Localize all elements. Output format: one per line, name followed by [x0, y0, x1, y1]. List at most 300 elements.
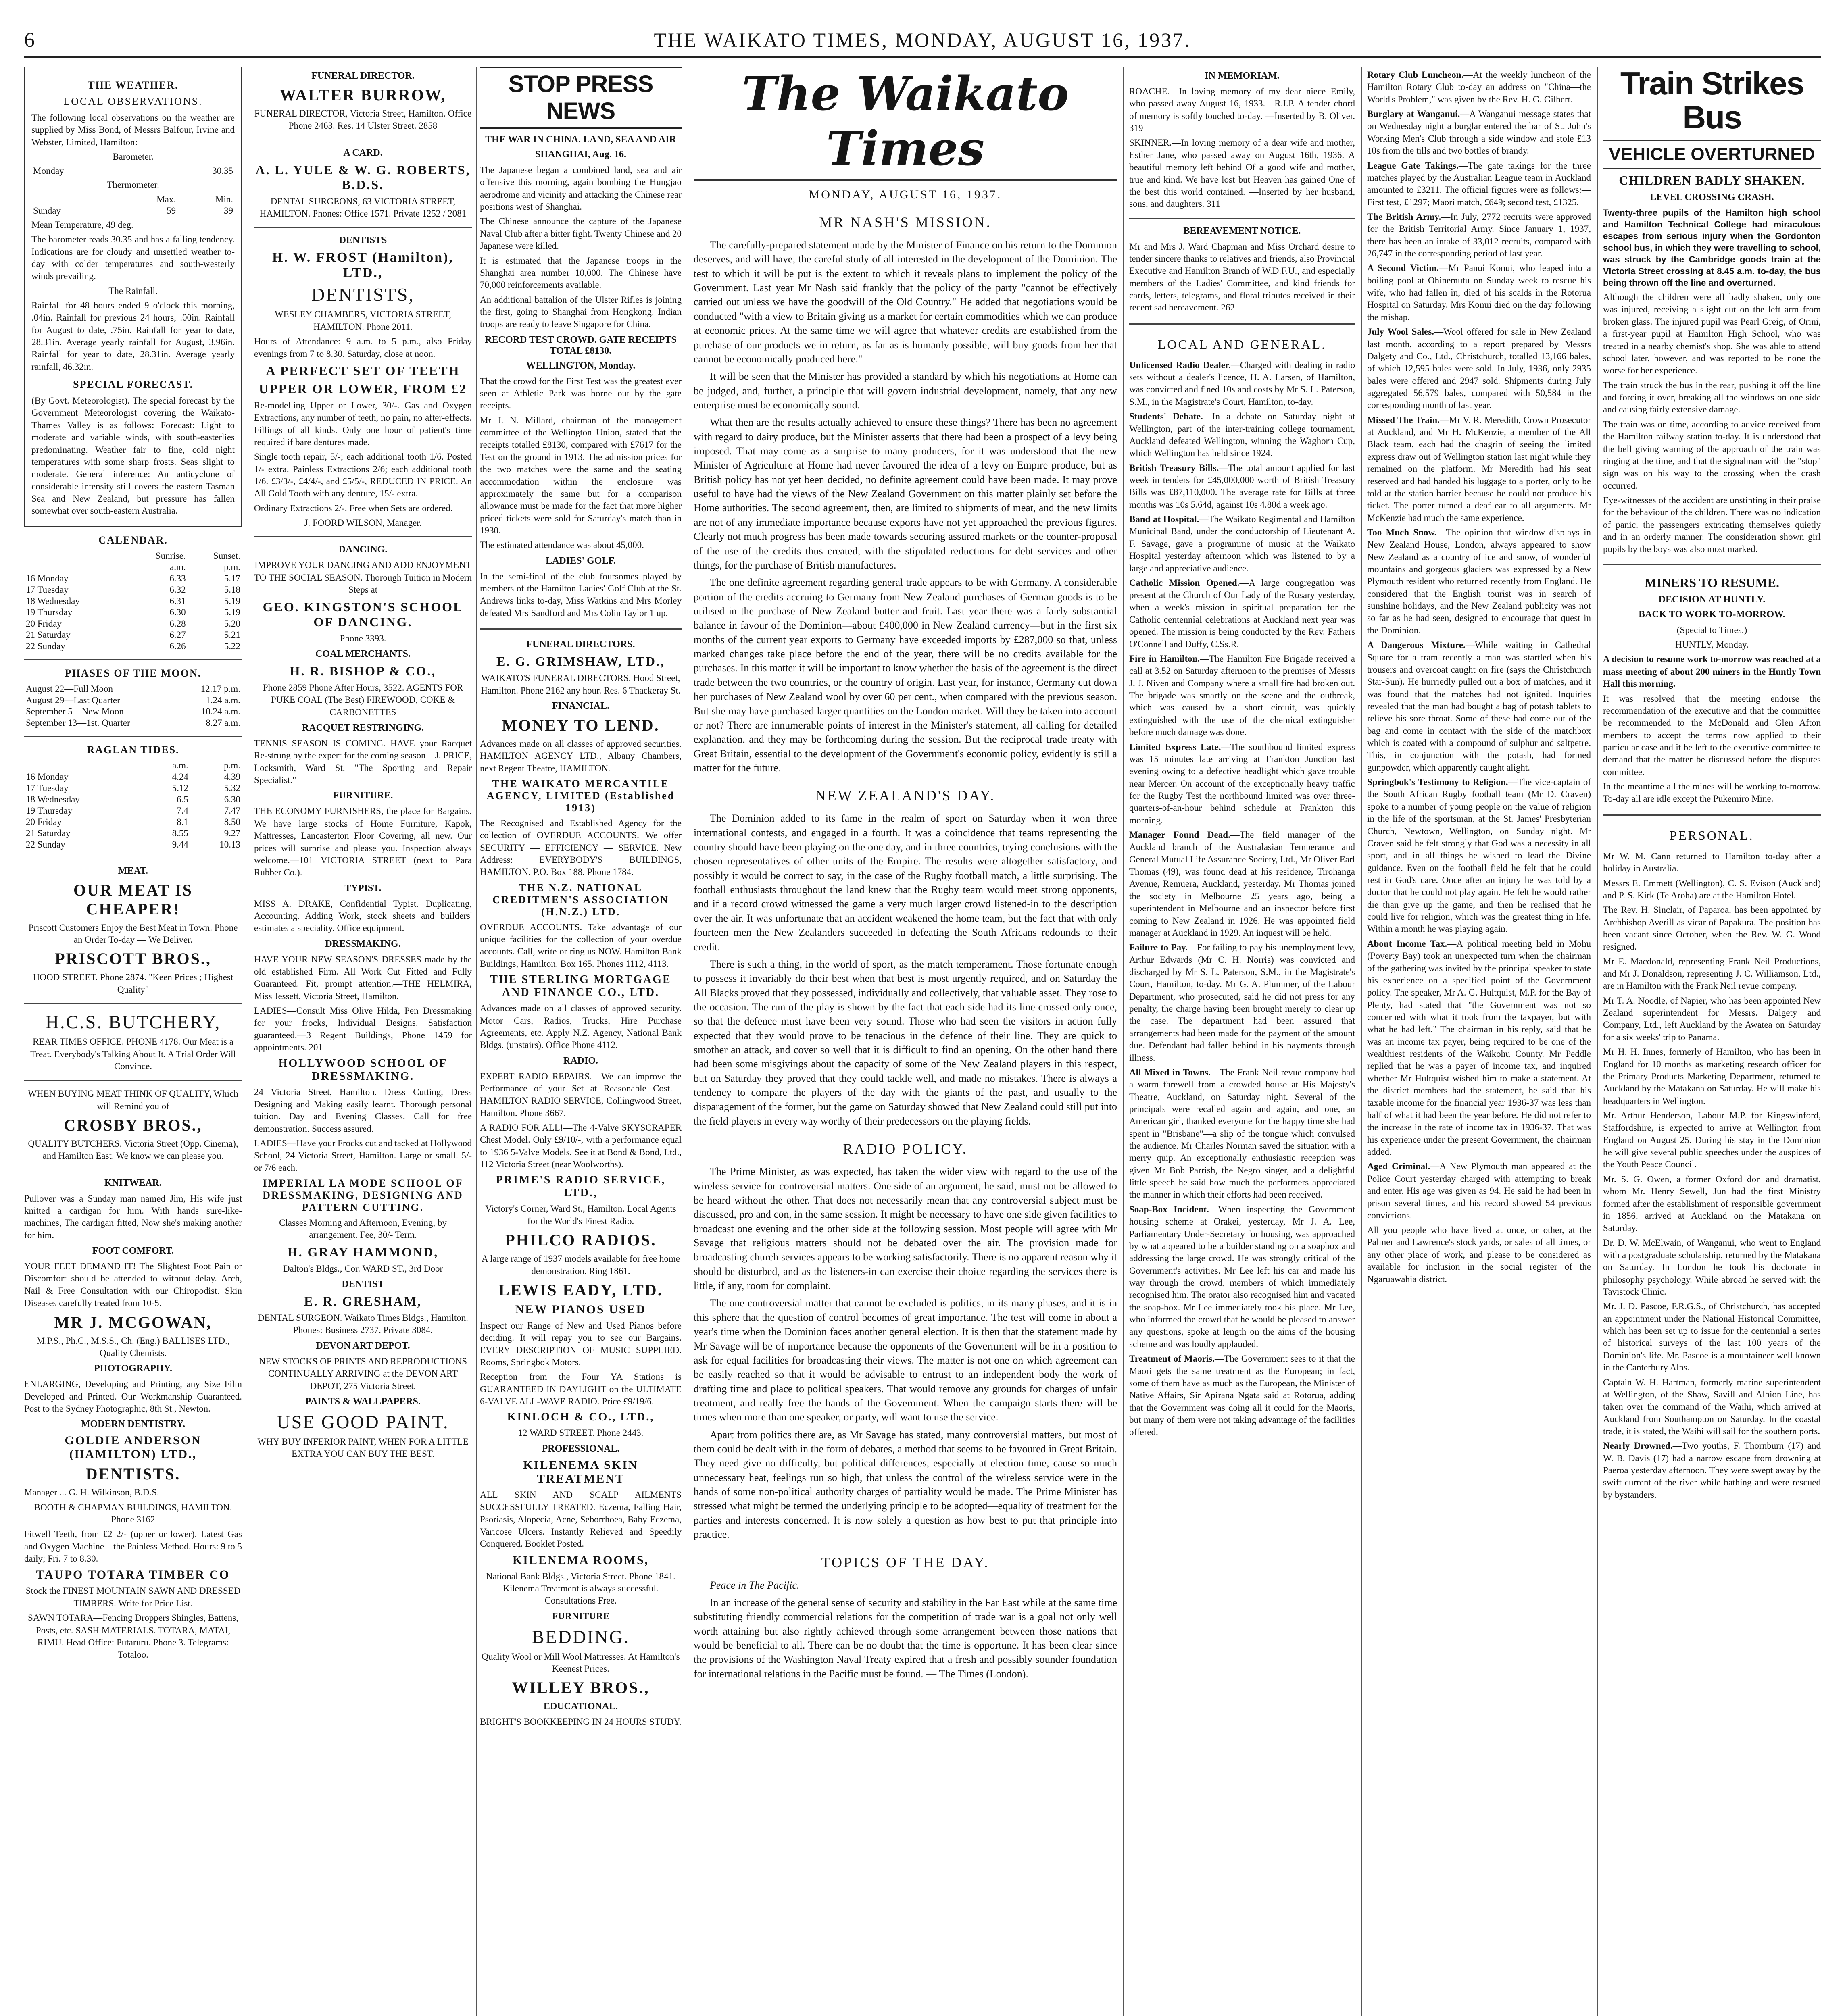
hollywood-name: HOLLYWOOD SCHOOL OF DRESSMAKING. — [278, 1057, 448, 1083]
local-observations-heading: LOCAL OBSERVATIONS. — [63, 96, 203, 107]
frost-address: WESLEY CHAMBERS, VICTORIA STREET, HAMILTON. Phone 2011. — [274, 309, 452, 332]
frost-name: H. W. FROST (Hamilton), LTD., — [272, 250, 454, 281]
pianos-sub: Inspect our Range of New and Used Pianos before deciding. It will repay you to see our Bargains. EVERY DESCRIPTION OF MUSIC SUPPLIED. Rooms, Springbok Motors. — [480, 1320, 682, 1367]
kingston-phone: Phone 3393. — [340, 633, 386, 644]
editorial-paragraph: Apart from politics there are, as Mr Savage has stated, many controversial matters, but most of them could be dealt with in the form of debates, a method that seems to be favoured in Great Britain. They need give no difficulty, but political differences, especially at election time, cause so much unnecessary heat, feelings run so high, that unless the control of the wireless service were in the hands of some non-political authority charges of partiality would be made. The Prime Minister has stressed what might be termed the underlying principle to be adopted—equality of treatment for the parties and interests concerned. It is now solely a question as how best to put that principle into practice. — [694, 1429, 1117, 1541]
creditmen-name: THE N.Z. NATIONAL CREDITMEN'S ASSOCIATION (H.N.Z.) LTD. — [492, 881, 669, 918]
perfect-set-sub: UPPER OR LOWER, FROM £2 — [259, 381, 467, 396]
photography-text: ENLARGING, Developing and Printing, any Size Film Developed and Printed. Our Workmanship Guaranteed. Post to the Sydney Photographic, 8th St., Newton. — [24, 1379, 242, 1414]
local-item-title: Unlicensed Radio Dealer. — [1129, 360, 1231, 370]
barometer-note: The barometer reads 30.35 and has a falling tendency. Indications are for cloudy and unsettled weather to-day with colder temperatures and south-westerly winds prevailing. — [31, 234, 235, 281]
table-row — [24, 629, 242, 641]
knitwear-heading: KNITWEAR. — [104, 1177, 162, 1188]
topics-subheading: Peace in The Pacific. — [710, 1579, 800, 1591]
story-paragraph: In the meantime all the mines will be working to-morrow. To-day all are idle except the Pukemiro Mine. — [1603, 781, 1821, 804]
table-row — [24, 771, 242, 783]
editorial-heading-radio: RADIO POLICY. — [843, 1141, 968, 1157]
column-stop-press — [480, 67, 682, 2016]
table-cell: 6.28 — [169, 618, 186, 629]
table-header-cell: Sunrise. — [155, 550, 186, 561]
divider — [254, 536, 472, 537]
local-item — [1129, 1066, 1355, 1201]
hollywood-text: 24 Victoria Street, Hamilton. Dress Cutting, Dress Designing and Making easily learnt. Thorough personal tuition. Day and Evening Classes. Call for free demonstration. Success assured. — [254, 1087, 472, 1134]
racquet-heading: RACQUET RESTRINGING. — [302, 722, 424, 733]
table-cell: 21 Saturday — [26, 828, 71, 838]
table-cell: 5.12 — [172, 783, 188, 793]
column-rule — [476, 67, 477, 2016]
thermo-min-label: Min. — [215, 194, 233, 204]
table-row — [24, 695, 242, 706]
furniture-heading: FURNITURE. — [333, 790, 393, 801]
radio-text-1: EXPERT RADIO REPAIRS.—We can improve the Performance of your Set at Reasonable Cost.—HAMILTON RADIO SERVICE, Collingwood Street, Hamilton. Phone 3667. — [480, 1071, 682, 1118]
goldie-text: Fitwell Teeth, from £2 2/- (upper or lower). Latest Gas and Oxygen Machine—the Painless Method. Hours: 9 to 5 daily; Fri. 7 to 8.30. — [24, 1529, 242, 1564]
divider — [480, 628, 682, 630]
weather-box — [24, 67, 242, 527]
philco-name: PHILCO RADIOS. — [505, 1231, 657, 1250]
yule-name: A. L. YULE & W. G. ROBERTS, B.D.S. — [255, 162, 471, 192]
running-title: THE WAIKATO TIMES, MONDAY, AUGUST 16, 1937. — [654, 29, 1191, 51]
column-rule — [1123, 67, 1124, 2016]
divider — [254, 227, 472, 228]
pianos-title: NEW PIANOS USED — [515, 1302, 646, 1316]
editorial-paragraph: The Dominion added to its fame in the realm of sport on Saturday when it won three international contests, and engaged in a fourth. It was a coincidence that teams representing the country should have been playing on the one day, and in three countries, trying conclusions with the chosen representatives of other units of the Empire. The results were altogether satisfactory, and possibly it would be correct to say, in the case of the Rugby football match, a little surprising. The football enthusiasts throughout the land knew that the Rugby team would meet strong opponents, and if a record crowd witnessed the game a very much larger crowd listened-in to the description over the air. It was unfortunate that an accident weakened the home team, but the fact that with only fourteen men the New Zealanders succeeded in defeating the South Africans redounds to their credit. — [694, 812, 1117, 953]
burrow-name: WALTER BURROW, — [279, 86, 446, 104]
table-cell: 21 Saturday — [26, 629, 71, 640]
table-cell: 5.21 — [224, 629, 240, 640]
table-row — [24, 641, 242, 652]
local-item-text: —In July, 2772 recruits were approved for the British Territorial Army. Since January 1, 1937, there has been an intake of 33,012 recruits, compared with 26,747 in the corresponding period of last year. — [1367, 211, 1591, 259]
personal-item: Mr. J. D. Pascoe, F.R.G.S., of Christchurch, has accepted an appointment under the National Historical Committee, which has been set up to issue for the centennial a series of historical surveys of the last 100 years of the Dominion's life. Mr. Pascoe is a mountaineer well known in the Canterbury Alps. — [1603, 1301, 1821, 1373]
local-item-text: —A Wanganui message states that on Wednesday night a burglar entered the bar of St. John's Working Men's Club through a side window and stole £13 10s from the tills and two bottles of brandy. — [1367, 109, 1591, 156]
hammond-name: H. GRAY HAMMOND, — [287, 1244, 439, 1259]
financial-heading: FINANCIAL. — [552, 700, 609, 711]
thermometer-table — [31, 194, 235, 217]
thermo-max-label: Max. — [156, 194, 176, 204]
bishop-name: H. R. BISHOP & CO., — [290, 663, 436, 678]
table-row — [24, 839, 242, 850]
local-item-title: British Treasury Bills. — [1129, 462, 1219, 473]
local-item-text: —In a debate on Saturday night at Wellington, part of the inter-training college tournament, Auckland defeated Wellington, winning the Waghorn Cup, which Wellington has held since 1924. — [1129, 411, 1355, 458]
table-cell: 6.33 — [169, 573, 186, 583]
editorial-paragraph: The Prime Minister, as was expected, has taken the wider view with regard to the use of the wireless service for controversial matters. One side of an argument, he said, must not be allowed to be heard without the other. That does not necessarily mean that any controversial subject must be discussed, pro and con, in the same session. It might be necessary to have one side given facilities to broadcast one evening and the other side at the following session. Most people will agree with Mr Savage that religious matters should not be debated over the air. The provision made for broadcasting church services appears to be working satisfactorily. There is no apparent reason why it should be disturbed, and as the listeners-in can exercise their choice regarding the services there is little, if any, room for complaint. — [694, 1166, 1117, 1292]
column-local-continued — [1367, 67, 1591, 2016]
kingston-name: GEO. KINGSTON'S SCHOOL OF DANCING. — [263, 599, 463, 629]
local-item-text: —At the weekly luncheon of the Hamilton Rotary Club to-day an address on "China—the World's Problem," was given by the Rev. H. G. Gilbert. — [1367, 70, 1591, 104]
personal-item: Messrs E. Emmett (Wellington), C. S. Evison (Auckland) and P. S. Kirk (Te Aroha) are at the Hamilton Hotel. — [1603, 878, 1821, 900]
local-item-title: Catholic Mission Opened. — [1129, 577, 1240, 588]
local-item-text: —The vice-captain of the South African Rugby football team (Mr D. Craven) spoke to a number of young people on the value of religion in the life of the sportsman, at the St. James' Presbyterian Church, Newtown, Wellington, on Sunday night. Mr Craven said he felt strongly that God was a necessity in all sport, and in all things he wished to lead the Divine guidance. Even on the football field he felt that he could rest in God's care. Once after an injury he was told by a doctor that he could not play again. He felt he would rather die than give up the game, and then he realised that he could live for religion, which was the greatest thing in life. Within a month he was playing again. — [1367, 777, 1591, 934]
hcs-name: H.C.S. BUTCHERY, — [45, 1012, 221, 1033]
table-row — [24, 683, 242, 695]
table-cell: 16 Monday — [26, 771, 69, 782]
personal-item: Mr W. M. Cann returned to Hamilton to-day after a holiday in Australia. — [1603, 851, 1821, 874]
local-item-title: Missed The Train. — [1367, 414, 1440, 425]
local-item-title: Burglary at Wanganui. — [1367, 109, 1460, 119]
radio-text-2: A RADIO FOR ALL!—The 4-Valve SKYSCRAPER Chest Model. Only £9/10/-, with a performance equal to 1936 5-Valve Models. See it at Bond & Bond, Ltd., 112 Victoria Street (near Woolworths). — [480, 1123, 682, 1170]
personal-item: Mr. S. G. Owen, a former Oxford don and dramatist, whom Mr. Henry Sewell, Jun had the first Ministry formed after the establishment of responsible government in 1856, arrived at Auckland on the Matakana on Saturday. — [1603, 1174, 1821, 1233]
hammond-sub: Dalton's Bldgs., Cor. WARD ST., 3rd Door — [283, 1263, 443, 1274]
local-item-text: —The southbound limited express was 15 minutes late arriving at Frankton Junction last evening owing to a defective headlight which gave trouble near Mercer. On account of the exceptionally heavy traffic for the Rugby Test the northbound limited was over three-quarters-of-an-hour behind schedule at Frankton this morning. — [1129, 741, 1355, 825]
table-row — [24, 805, 242, 816]
table-cell: 8.27 a.m. — [206, 717, 240, 728]
editorial-paragraph: The one definite agreement regarding general trade appears to be with Germany. A considerable portion of the credits accruing to Germany from New Zealand purchases of German goods is to be utilised in the purchase of New Zealand butter and fruit. Last year there was a fairly substantial balance in favour of the Dominion—about £400,000 in New Zealand currency—but in the first six months of the current year exports to Germany have exceeded imports by £287,000 so that, unless marked changes take place before the end of the year, there will be no credits available for the purchases. In this matter it will be important to know whether the basis of the agreement is the direct trade between the two countries, or the country of origin. Last year, for instance, Germany cut down her purchases of New Zealand wool by over 60 per cent., when compared with the previous season. But she may have purchased larger quantities on the London market. Will they be taken into account or not? There are innumerable points of interest in the Minister's statement, all calling for detailed explanation, and they may be forthcoming during the session. But the reciprocal trade treaty with Great Britain, essential to the development of the Government's economic policy, evidently is still a matter for the future. — [694, 577, 1117, 774]
memoriam-heading: IN MEMORIAM. — [1205, 71, 1280, 81]
table-row — [24, 607, 242, 618]
local-item-title: Too Much Snow. — [1367, 527, 1437, 537]
imperial-name: IMPERIAL LA MODE SCHOOL OF DRESSMAKING, DESIGNING AND PATTERN CUTTING. — [263, 1177, 463, 1214]
table-cell: 9.44 — [172, 839, 188, 850]
local-item-text: —A political meeting held in Mohu (Poverty Bay) took an unexpected turn when the chairman of the gathering was invited by the principal speaker to state his experience on a specified point of the Government policy. The speaker, Mr A. G. Hultquist, M.P. for the Bay of Plenty, had stated that "the Government was not so concerned with what it took from the taxpayer, but with what he had left." The chairman in his reply, said that he was an income tax payer, being required to be one of the wealthiest residents of the Waikohu County. Mr Peddle replied that he was a payer of income tax, and inquired whether Mr Hultquist wished him to make a statement. At the district members had the statement, he said that his taxable income for the financial year 1936-37 was less than half of what it had been the year before. He did not refer to the increase in the rate of income tax in 1936-37. That was his experience under the present Government, the chairman added. — [1367, 938, 1591, 1157]
table-cell: 6.26 — [169, 641, 186, 651]
headline-level-crossing: LEVEL CROSSING CRASH. — [1650, 192, 1774, 202]
local-item — [1129, 359, 1355, 408]
miners-dateline: HUNTLY, Monday. — [1675, 639, 1749, 650]
paper-title: The Waikato Times — [694, 67, 1117, 181]
table-cell: 5.22 — [224, 641, 240, 651]
mercantile-text: The Recognised and Established Agency for the collection of OVERDUE ACCOUNTS. We offer SECURITY — EFFICIENCY — SERVICE. New Address: EVERYBODY'S BUILDINGS, HAMILTON. P.O. Box 188. Phone 1784. — [480, 818, 682, 877]
tides-table — [24, 760, 242, 850]
column-rule — [1597, 67, 1598, 2016]
local-item-text: —Wool offered for sale in New Zealand last month, according to a report prepared by Messrs Dalgety and Co., Ltd., Christchurch, totalled 13,166 bales, of which 12,595 bales were sold. In July, 1936, only 2935 bales were offered and 2947 sold. Shipments during July aggregated 56,579 bales, compared with 50,584 in the corresponding month of last year. — [1367, 327, 1591, 410]
local-item — [1129, 577, 1355, 650]
sterling-name: THE STERLING MORTGAGE AND FINANCE CO., LTD. — [490, 973, 671, 999]
editorial-paragraph: In an increase of the general sense of security and stability in the Far East while at the same time substituting friendly commercial relations for the competition of trade war is a goal not only well worth attaining but also rightly achieved through some arrangement between those nations that would be beneficial to all. There can be no doubt that the time is opportune. It has been clear since the provisions of the Washington Naval Treaty expired that a fresh and possibly sounder foundation for international relations in the Pacific must be found. — The Times (London). — [694, 1596, 1117, 1680]
local-item-title: All Mixed in Towns. — [1129, 1067, 1211, 1077]
educational-text: BRIGHT'S BOOKKEEPING IN 24 HOURS STUDY. — [480, 1717, 682, 1727]
frost-dentists: DENTISTS, — [311, 284, 415, 305]
reception-text: Reception from the Four YA Stations is GUARANTEED IN DAYLIGHT on the ULTIMATE 6-VALVE ALL-WAVE RADIO. Price £9/19/6. — [480, 1372, 682, 1407]
thermo-day: Sunday — [33, 205, 61, 216]
table-cell: 7.4 — [177, 805, 188, 816]
knitwear-text: Pullover was a Sunday man named Jim, His wife just knitted a cardigan for him. With hands sure-like-machines, The cardigan fitted, Now she's making another for him. — [24, 1193, 242, 1240]
local-item-title: Band at Hospital. — [1129, 514, 1199, 525]
table-header-cell — [24, 550, 127, 562]
miners-special: (Special to Times.) — [1676, 625, 1747, 635]
column-news — [1603, 67, 1821, 2016]
personal-item: Dr. D. W. McElwain, of Wanganui, who went to England with a postgraduate scholarship, returned by the Matakana on Saturday. In London he took his doctorate in philosophy psychology. While abroad he served with the Tavistock Clinic. — [1603, 1237, 1821, 1297]
dancing-heading: DANCING. — [338, 544, 388, 555]
personal-item: Mr H. H. Innes, formerly of Hamilton, who has been in England for 10 months as marketing research officer for the Primary Products Marketing Department, returned to Auckland by the Matakana on Saturday. He will make his headquarters in Wellington. — [1603, 1047, 1821, 1106]
column-weather-ads — [24, 67, 242, 2016]
table-cell: 20 Friday — [26, 618, 62, 629]
thermo-min: 39 — [224, 205, 233, 216]
local-item-title: Limited Express Late. — [1129, 741, 1221, 752]
prime-sub: Victory's Corner, Ward St., Hamilton. Local Agents for the World's Finest Radio. — [485, 1204, 676, 1226]
local-item — [1367, 414, 1591, 524]
crosby-sub: QUALITY BUTCHERS, Victoria Street (Opp. Cinema), and Hamilton East. We know we can please you. — [28, 1138, 238, 1161]
local-general-heading: LOCAL AND GENERAL. — [1157, 337, 1327, 352]
table-cell: 6.31 — [169, 596, 186, 606]
educational-heading: EDUCATIONAL. — [543, 1701, 618, 1712]
local-item-text: —While waiting in Cathedral Square for a tram recently a man was startled when his trousers and overcoat caught on fire (says the Christchurch Star-Sun). He hurriedly pulled out a box of matches, and it was found that the matches had not ignited. Inquiries revealed that the man had bought a bag of potash tablets to relieve his sore throat. Some of these had come out of the bag and come in contact with the side of the matchbox which is coated with a compound of sulphur and saltpetre. This, in conjunction with the potash, had formed gunpowder, which apparently caught alight. — [1367, 640, 1591, 773]
hcs-address: REAR TIMES OFFICE. PHONE 4178. Our Meat is a Treat. Everybody's Talking About It. A Trial Order Will Convince. — [30, 1037, 236, 1071]
war-dateline: SHANGHAI, Aug. 16. — [535, 149, 627, 160]
table-cell: 22 Sunday — [26, 641, 65, 651]
kilenema-rooms-sub: National Bank Bldgs., Victoria Street. Phone 1841. Kilenema Treatment is always successful. Consultations Free. — [486, 1571, 675, 1606]
memoriam-notice: ROACHE.—In loving memory of my dear niece Emily, who passed away August 16, 1933.—R.I.P. A tender chord of memory is softly touched to-day. —Inserted by B. Oliver. 319 — [1129, 86, 1355, 133]
divider — [1129, 218, 1355, 219]
divider — [1129, 323, 1355, 325]
calendar-heading: CALENDAR. — [98, 534, 168, 546]
local-item-title: Soap-Box Incident. — [1129, 1204, 1209, 1214]
table-cell: 17 Tuesday — [26, 584, 69, 595]
table-cell: 10.13 — [219, 839, 240, 850]
dressmaking-text: HAVE YOUR NEW SEASON'S DRESSES made by the old established Firm. All Work Cut Fitted and Fully Guaranteed. Fit, prompt attention.—THE HELMIRA, Miss Jessett, Victoria Street, Hamilton. — [254, 954, 472, 1001]
miners-subheading: DECISION AT HUNTLY. — [1658, 594, 1766, 605]
table-row — [24, 584, 242, 596]
rainfall-text: Rainfall for 48 hours ended 9 o'clock this morning, .04in. Rainfall for previous 24 hours, .00in. Rainfall for August to date, .75in. Rainfall for year to date, 28.31in. Average yearly rainfall for August, 3.96in. Rainfall for year to date, 28.31in. Average yearly rainfall, 46.32in. — [31, 300, 235, 372]
local-item-title: A Second Victim. — [1367, 263, 1439, 273]
column-rule — [1361, 67, 1362, 2016]
headline-vehicle-overturned: VEHICLE OVERTURNED — [1603, 140, 1821, 169]
table-header-row — [24, 562, 242, 573]
miners-heading: MINERS TO RESUME. — [1645, 575, 1779, 590]
crowd-text-3: The estimated attendance was about 45,000. — [480, 540, 644, 550]
local-item-title: The British Army. — [1367, 211, 1441, 222]
table-header-cell — [24, 562, 127, 573]
racquet-text: TENNIS SEASON IS COMING. HAVE your Racquet Re-strung by the expert for the coming season—J. PRICE, Locksmith, Ward St. "The Sporting and Repair Specialist." — [254, 738, 472, 785]
divider — [24, 1080, 242, 1081]
table-cell: 6.5 — [177, 794, 188, 804]
column-notices-local — [1129, 67, 1355, 2016]
frost-ordinary: Ordinary Extractions 2/-. Free when Sets are ordered. — [254, 503, 453, 513]
barometer-label: Barometer. — [113, 152, 154, 162]
local-item-title: Failure to Pay. — [1129, 942, 1188, 953]
local-item — [1129, 462, 1355, 511]
eady-name: LEWIS EADY, LTD. — [498, 1281, 663, 1299]
local-item — [1367, 639, 1591, 774]
crosby-intro: WHEN BUYING MEAT THINK OF QUALITY, Which will Remind you of — [28, 1089, 238, 1111]
goldie-address: BOOTH & CHAPMAN BUILDINGS, HAMILTON. Phone 3162 — [34, 1502, 232, 1525]
crowd-text-2: Mr J. N. Millard, chairman of the management committee of the Wellington Union, stated that the receipts totalled £8130, compared with £7617 for the Test on the ground in 1913. The admission prices for the two matches were the same and the seating accommodation within the enclosure was approximately the same but for a comparison allowance must be made for the fact that more higher priced tickets were sold for Saturday's match than in 1930. — [480, 415, 682, 535]
local-item — [1367, 108, 1591, 157]
table-cell: 7.47 — [224, 805, 240, 816]
table-cell: 6.30 — [224, 794, 240, 804]
local-item-title: Students' Debate. — [1129, 411, 1203, 422]
divider — [24, 736, 242, 737]
editorial-heading-nz-day: NEW ZEALAND'S DAY. — [815, 787, 996, 804]
barometer-day: Monday — [33, 166, 64, 176]
photography-heading: PHOTOGRAPHY. — [94, 1363, 173, 1374]
table-cell: 8.50 — [224, 816, 240, 827]
mcgowan-name: MR J. MCGOWAN, — [54, 1313, 212, 1331]
editorial-paragraph: The one controversial matter that cannot be excluded is politics, in its many phases, and it is in this sphere that the question of control becomes of great importance. The test will come in about a year's time when the Dominion faces another general election. It is then that the statement made by Mr Savage will be of importance because the opponents of the Government will be in a position to ask for equal facilities for broadcasting their views. The matter is not one on which agreement can be easily reached so that it would be advisable to entrust to an independent body the work of drafting time and place to political speakers. That would remove any grounds for charges of unfair treatment, and really free the hands of the Government. When the campaign starts there will be times when more than one speaker, or party, will want to use the service. — [694, 1297, 1117, 1423]
table-cell: 6.32 — [169, 584, 186, 595]
table-header-row — [24, 760, 242, 771]
radio-heading: RADIO. — [563, 1055, 598, 1066]
table-cell: 5.19 — [224, 596, 240, 606]
local-item-title: A Dangerous Mixture. — [1367, 640, 1466, 650]
local-item — [1129, 410, 1355, 459]
local-item-text: All you people who have lived at once, or other, at the Palmer and Lawrence's stock yards, or sales of all times, or any other place of work, and please to be considered as available for inclusion in the social register of the Ngaruawahia district. — [1367, 1225, 1591, 1284]
table-cell: 5.19 — [224, 607, 240, 617]
table-row — [24, 573, 242, 584]
editorial-heading-nash: MR NASH'S MISSION. — [819, 214, 992, 230]
kinloch-sub: 12 WARD STREET. Phone 2443. — [518, 1428, 644, 1438]
table-cell: 20 Friday — [26, 816, 62, 827]
table-cell: 5.32 — [224, 783, 240, 793]
foot-ad-text: YOUR FEET DEMAND IT! The Slightest Foot Pain or Discomfort should be attended to without delay. Arch, Nail & Free Consultation with our Chiropodist. Skin Diseases carefully treated from 10-5. — [24, 1261, 242, 1308]
local-item — [1129, 741, 1355, 827]
local-item-title: Rotary Club Luncheon. — [1367, 70, 1464, 80]
miners-lead: A decision to resume work to-morrow was reached at a mass meeting of about 200 miners in the Huntly Town Hall this morning. — [1603, 654, 1821, 689]
bereavement-text: Mr and Mrs J. Ward Chapman and Miss Orchard desire to tender sincere thanks to relatives and friends, also Provincial Executive and Hamilton Branch of W.D.F.U., and especially members of the Ladies' Committee, and kind friends for cards, letters, telegrams, and floral tributes received in their recent sad bereavement. 262 — [1129, 241, 1355, 313]
thermo-max: 59 — [167, 205, 176, 216]
table-cell: September 5—New Moon — [26, 706, 124, 716]
table-cell: 9.27 — [224, 828, 240, 838]
kinloch-name: KINLOCH & CO., LTD., — [507, 1411, 655, 1424]
priscott-name: PRISCOTT BROS., — [55, 950, 211, 968]
local-item-title: About Income Tax. — [1367, 938, 1447, 949]
table-header-cell: a.m. — [170, 562, 186, 572]
funeral-heading: FUNERAL DIRECTOR. — [311, 71, 415, 81]
table-cell: 5.18 — [224, 584, 240, 595]
local-item-text: —The Frank Neil revue company had a warm farewell from a crowded house at His Majesty's Theatre, Auckland, on Saturday night. Several of the principals were recalled again and again, and one, an American girl, thanked everyone for the happy time she had spent in "Brisbane"—a slip of the tongue which convulsed the audience. Mr Charles Norman saved the situation with a merry quip. An exceptionally enthusiastic reception was given Mr Bob Parrish, the Negro singer, and a delightful little speech he said how much the performers appreciated the manner in which their efforts had been received. — [1129, 1067, 1355, 1200]
yule-sub: DENTAL SURGEONS, 63 VICTORIA STREET, HAMILTON. Phones: Office 1571. Private 1252 / 2081 — [259, 196, 467, 219]
divider — [24, 1003, 242, 1004]
local-item-title: Treatment of Maoris. — [1129, 1354, 1215, 1364]
editorial-dateline: MONDAY, AUGUST 16, 1937. — [809, 188, 1002, 201]
table-header-cell — [24, 760, 148, 771]
frost-prices: Single tooth repair, 5/-; each additional tooth 1/6. Posted 1/- extra. Painless Extractions 2/6; each additional tooth 1/6. £3/3/-, £4/4/-, and £5/5/-, REDUCED IN PRICE. An All Gold Tooth with any denture, 15/- extra. — [254, 452, 472, 499]
story-paragraph: Eye-witnesses of the accident are unstinting in their praise for the behaviour of the children. There was no indication of panic, the passengers extricating themselves quietly and in an orderly manner. The consideration shown girl pupils by the boys was also most marked. — [1603, 495, 1821, 554]
table-cell: 12.17 p.m. — [200, 683, 240, 694]
story-paragraph: It was resolved that the meeting endorse the recommendation of the executive and that the committee be recommended to the McDonald and Glen Afton members to accept the terms now applied to their particular case and it be left to the executive committee to demand that the matter be discussed before the disputes committee. — [1603, 693, 1821, 777]
local-item — [1129, 829, 1355, 939]
gresham-name: E. R. GRESHAM, — [304, 1294, 422, 1309]
local-item-title: Aged Criminal. — [1367, 1161, 1430, 1172]
moon-table — [24, 683, 242, 729]
golf-heading: LADIES' GOLF. — [546, 555, 616, 566]
local-item-text: —When inspecting the Government housing scheme at Orakei, yesterday, Mr J. A. Lee, Parliamentary Under-Secretary for housing, was approached by what appeared to be a builder standing on a soapbox and addressing the large crowd. He was strongly critical of the Government's activities. Mr Lee left his car and made his way through the crowd, members of which immediately recognised him. The orator also recognised him and vacated the soap-box. Mr Lee immediately took his place. Mr Lee, who informed the crowd that he would be pleased to answer any questions, spoke at length on the aims of the housing scheme and was loudly applauded. — [1129, 1204, 1355, 1349]
furniture-heading: FURNITURE — [552, 1611, 610, 1622]
rainfall-heading: The Rainfall. — [108, 285, 158, 296]
barometer-value: 30.35 — [212, 166, 233, 176]
table-cell: 5.20 — [224, 618, 240, 629]
personal-item: The Rev. H. Sinclair, of Paparoa, has been appointed by Archbishop Averill as vicar of Papakura. The position has been vacant since October, when the Rev. W. G. Wood resigned. — [1603, 905, 1821, 952]
professional-heading: PROFESSIONAL. — [542, 1443, 620, 1454]
story-paragraph: The train was on time, according to advice received from the Hamilton railway station to-day. It is understood that the bell giving warning of the approach of the train was ringing at the time, and that the signalman with the "stop" sign was on his way to the crossing when the crash occurred. — [1603, 419, 1821, 491]
observations-intro: The following local observations on the weather are supplied by Miss Bond, of Messrs Balfour, Irvine and Webster, Limited, Hamilton: — [31, 112, 235, 147]
frost-manager: J. FOORD WILSON, Manager. — [304, 518, 422, 528]
table-cell: 5.17 — [224, 573, 240, 583]
table-cell: 19 Thursday — [26, 607, 73, 617]
local-item — [1129, 1204, 1355, 1350]
headline-children-shaken: CHILDREN BADLY SHAKEN. — [1619, 173, 1805, 187]
local-item-text: —The Waikato Regimental and Hamilton Municipal Band, under the conductorship of Lieutenant A. F. Savage, gave a programme of music at the Waikato Hospital yesterday afternoon which was listened to by a large and appreciative audience. — [1129, 514, 1355, 573]
table-cell: 6.27 — [169, 629, 186, 640]
personal-heading: PERSONAL. — [1670, 828, 1754, 843]
personal-item: Mr. Arthur Henderson, Labour M.P. for Kingswinford, Staffordshire, is expected to arrive at Wellington from England on August 25. During his stay in the Dominion he will give several public speeches under the auspices of the Youth Peace Council. — [1603, 1110, 1821, 1170]
editorial-heading-topics: TOPICS OF THE DAY. — [821, 1554, 990, 1570]
bedding-sub: Quality Wool or Mill Wool Mattresses. At Hamilton's Keenest Prices. — [482, 1651, 680, 1674]
local-item-title: League Gate Takings. — [1367, 160, 1459, 171]
local-item — [1129, 1353, 1355, 1439]
thermometer-label: Thermometer. — [107, 180, 159, 190]
sterling-text: Advances made on all classes of approved security. Motor Cars, Radios, Trucks, Hire Purchase Agreements, etc. Apply N.Z. Agency, National Bank Bldgs. (upstairs). Office Phone 4112. — [480, 1003, 682, 1050]
devon-text: NEW STOCKS OF PRINTS AND REPRODUCTIONS CONTINUALLY ARRIVING at the DEVON ART DEPOT, 275 Victoria Street. — [259, 1356, 467, 1391]
story-lead: Twenty-three pupils of the Hamilton high school and Hamilton Technical College had miraculous escapes from serious injury when the Gordonton school bus, in which they were travelling to school, was struck by the Cambridge goods train at the Victoria Street crossing at 8.45 a.m. to-day, the bus being thrown off the line and overturned. — [1603, 208, 1821, 288]
taupo-name: TAUPO TOTARA TIMBER CO — [36, 1568, 230, 1582]
money-sub: Advances made on all classes of approved securities. HAMILTON AGENCY LTD., Albany Chambers, next Regent Theatre, HAMILTON. — [480, 738, 682, 773]
war-text-2: The Chinese announce the capture of the Japanese Naval Club after a bitter fight. Twenty Chinese and 20 Japanese were killed. — [480, 216, 682, 251]
dentist-heading: DENTIST — [342, 1279, 384, 1290]
page-header — [24, 28, 1821, 58]
typist-text: MISS A. DRAKE, Confidential Typist. Duplicating, Accounting. Adding Work, stock sheets and builders' estimates a speciality. Office equipment. — [254, 898, 472, 933]
war-text-4: An additional battalion of the Ulster Rifles is joining the first, going to Shanghai from Hongkong. Indian troops are ready to leave Singapore for China. — [480, 294, 682, 329]
miners-subheading-2: BACK TO WORK TO-MORROW. — [1639, 609, 1785, 620]
local-item — [1367, 1160, 1591, 1222]
local-item-title: July Wool Sales. — [1367, 327, 1434, 337]
creditmen-text: OVERDUE ACCOUNTS. Take advantage of our unique facilities for the collection of your overdue accounts. Call, write or ring us NOW. Hamilton Bank Buildings, Hamilton. Box 165. Phones 1112, 4113. — [480, 922, 682, 969]
table-cell: August 29—Last Quarter — [26, 695, 120, 705]
bedding-title: BEDDING. — [532, 1626, 630, 1647]
table-cell: 8.55 — [172, 828, 188, 838]
column-editorial — [694, 67, 1117, 2016]
local-item — [1367, 326, 1591, 412]
war-text-1: The Japanese began a combined land, sea and air offensive this morning, again bombing the Hungjao aerodrome and vicinity and attacking the Chinese rear positions west of Shanghai. — [480, 165, 682, 212]
table-cell: September 13—1st. Quarter — [26, 717, 130, 728]
local-item-title: Fire in Hamilton. — [1129, 654, 1200, 664]
tides-heading: RAGLAN TIDES. — [87, 744, 179, 756]
coal-heading: COAL MERCHANTS. — [315, 648, 411, 659]
table-cell: 10.24 a.m. — [201, 706, 240, 716]
headline-train-strikes-bus: Train Strikes Bus — [1620, 67, 1804, 135]
mean-temperature: Mean Temperature, 49 deg. — [31, 219, 133, 230]
table-row — [24, 816, 242, 828]
local-item — [1367, 160, 1591, 208]
paints-ad: USE GOOD PAINT. — [277, 1411, 449, 1432]
table-row — [24, 828, 242, 839]
calendar-table — [24, 550, 242, 652]
kilenema-name: KILENEMA SKIN TREATMENT — [523, 1458, 638, 1485]
goldie-manager: Manager ... G. H. Wilkinson, B.D.S. — [24, 1487, 159, 1498]
editorial-paragraph: There is such a thing, in the world of sport, as the match temperament. Those fortunate enough to possess it invariably do their best when that best is most urgently required, and on Saturday the All Blacks proved that they possessed, individually and collectively, that valuable asset. They rose to the occasion. The run of the play is shown by the fact that each side had its line crossed only once, so that the defence must have been very sound. Those who had seen the visitors in action fully expected that they would prove to be tenacious in the defence of their line. They are quick to smother an attack, and cover so well that it is difficult to find an opening. On the other hand there had been some misgivings about the capacity of some of the New Zealand players in this respect, but on Saturday they proved that they could tackle well, and made no mistakes. There is always a tendency to compare the players of the day with the giants of the past, and usually to the disparagement of the former, but the game on Saturday showed that New Zealand could still put into the field players in every way worthy of their predecessors on the playing fields. — [694, 958, 1117, 1127]
weather-heading: THE WEATHER. — [88, 79, 179, 91]
table-cell: 6.30 — [169, 607, 186, 617]
table-row — [24, 596, 242, 607]
column-advertisements — [254, 67, 472, 2016]
barometer-table — [31, 165, 235, 177]
kilenema-sub: ALL SKIN AND SCALP AILMENTS SUCCESSFULLY TREATED. Eczema, Falling Hair, Psoriasis, Alopecia, Acne, Seborrhoea, Baby Eczema, Varicose Ulcers. Instantly Relieved and Speedily Conquered. Booklet Posted. — [480, 1489, 682, 1549]
local-item — [1367, 211, 1591, 260]
local-item-text: —The gate takings for the three matches played by the Australian League team in Auckland amounted to £3211. The official figures were as follows:—First test, £1297; Maori match, £649; second test, £1325. — [1367, 160, 1591, 207]
personal-item: Mr E. Macdonald, representing Frank Neil Productions, and Mr J. Donaldson, representing J. C. Williamson, Ltd., are in Hamilton with the Frank Neil revue company. — [1603, 956, 1821, 991]
local-item-title: Manager Found Dead. — [1129, 830, 1230, 840]
bereavement-heading: BEREAVEMENT NOTICE. — [1183, 225, 1301, 236]
devon-heading: DEVON ART DEPOT. — [316, 1340, 410, 1351]
meat-ad-title: OUR MEAT IS CHEAPER! — [73, 881, 193, 918]
frost-text: Re-modelling Upper or Lower, 30/-. Gas and Oxygen Extractions, any number of teeth, no pain, no after-effects. Fillings of all kinds. Only one hour of patient's time required if bare dentures made. — [254, 400, 472, 447]
war-text-3: It is estimated that the Japanese troops in the Shanghai area number 10,000. The Chinese have 70,000 reinforcements available. — [480, 255, 682, 290]
mercantile-name: THE WAIKATO MERCANTILE AGENCY, LIMITED (Established 1913) — [486, 777, 675, 814]
table-row — [24, 794, 242, 805]
local-item — [1367, 69, 1591, 106]
local-item-text: —Mr Panui Konui, who leaped into a boiling pool at Ohinemutu on Sunday week to rescue his wife, who had fallen in, died of his scalds in the Rotorua Hospital on Saturday. Mrs Konui died on the day following the mishap. — [1367, 263, 1591, 322]
table-cell: 16 Monday — [26, 573, 69, 583]
prime-name: PRIME'S RADIO SERVICE, LTD., — [496, 1174, 666, 1200]
local-item — [1367, 938, 1591, 1158]
kilenema-rooms: KILENEMA ROOMS, — [512, 1553, 649, 1567]
divider — [24, 659, 242, 660]
war-heading: THE WAR IN CHINA. LAND, SEA AND AIR — [485, 134, 676, 145]
editorial-paragraph: It will be seen that the Minister has provided a standard by which his negotiations at Home can be judged, and, further, a principle that will govern industrial development, namely, that any new enterprise must be economically sound. — [694, 371, 1117, 411]
crowd-heading: RECORD TEST CROWD. GATE RECEIPTS TOTAL £8130. — [485, 334, 677, 356]
moon-heading: PHASES OF THE MOON. — [65, 667, 202, 679]
frost-hours: Hours of Attendance: 9 a.m. to 5 p.m., also Friday evenings from 7 to 8.30. Saturday, close at noon. — [254, 336, 472, 359]
willey-name: WILLEY BROS., — [512, 1679, 650, 1697]
local-item-title: Springbok's Testimony to Religion. — [1367, 777, 1508, 787]
